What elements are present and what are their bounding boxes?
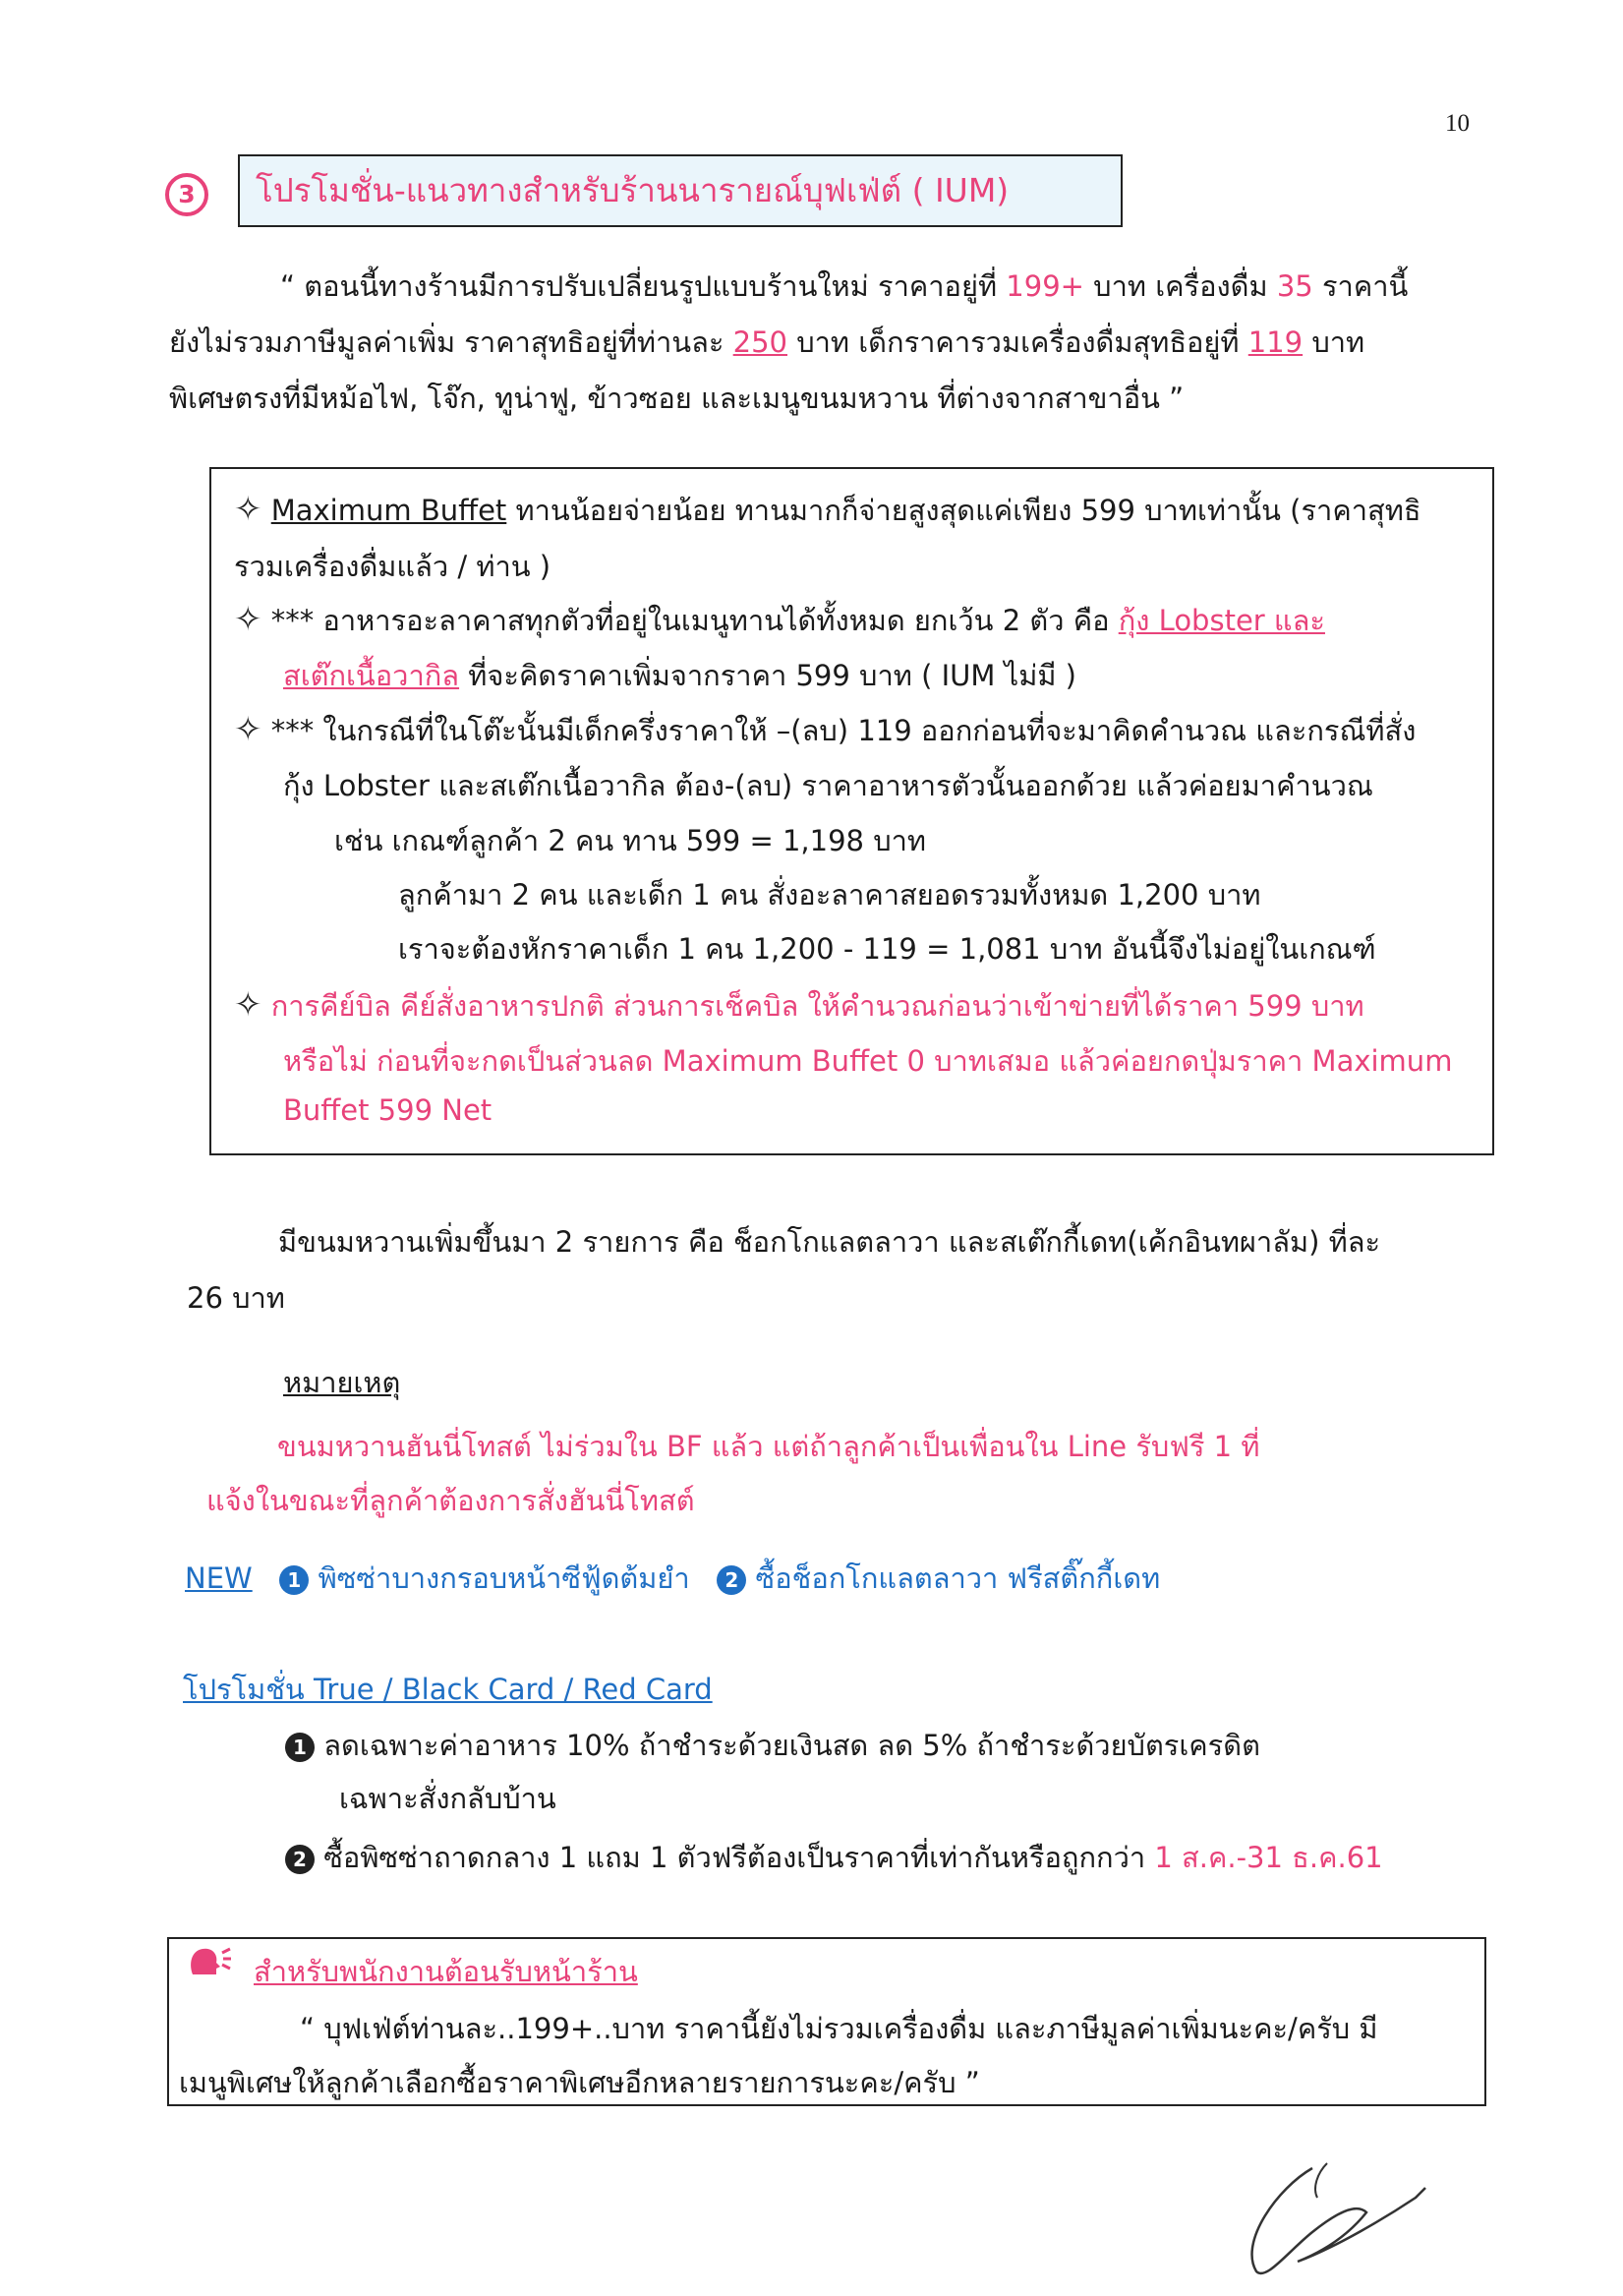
section-title: โปรโมชั่น-แนวทางสำหรับร้านนารายณ์บุฟเฟ่ต์ ( IUM): [238, 154, 1123, 227]
maximum-buffet-label: Maximum Buffet: [270, 494, 507, 527]
intro-text: ราคานี้: [1312, 269, 1409, 303]
rule-4: [234, 983, 1364, 1029]
dessert-line-1: มีขนมหวานเพิ่มขึ้นมา 2 รายการ คือ ช็อกโกแลตลาวา และสเต๊กกี้เดท(เค้กอินทผาลัม) ที่ละ: [278, 1225, 1381, 1259]
staff-title: สำหรับพนักงานต้อนรับหน้าร้าน: [254, 1955, 638, 1988]
example-3: เราจะต้องหักราคาเด็ก 1 คน 1,200 - 119 = 1,081 บาท อันนี้จึงไม่อยู่ในเกณฑ์: [398, 932, 1376, 966]
intro-line-3: พิเศษตรงที่มีหม้อไฟ, โจ๊ก, ทูน่าฟู, ข้าวซอย และเมนูขนมหวาน ที่ต่างจากสาขาอื่น ”: [169, 382, 1185, 415]
intro-text: บาท เด็กราคารวมเครื่องดื่มสุทธิอยู่ที่: [787, 325, 1248, 359]
intro-text: บาท เครื่องดื่ม: [1083, 269, 1277, 303]
number-1-icon: 1: [279, 1565, 309, 1595]
page-number: 10: [1445, 110, 1470, 137]
rule-text: ทานน้อยจ่ายน้อย ทานมากก็จ่ายสูงสุดแค่เพียง 599 บาทเท่านั้น (ราคาสุทธิ: [506, 494, 1421, 527]
intro-line-2: [169, 320, 1364, 365]
signature: [1219, 2144, 1445, 2285]
sparkle-icon: ✧: [234, 985, 262, 1025]
promo-date: 1 ส.ค.-31 ธ.ค.61: [1154, 1841, 1383, 1874]
number-1-icon: 1: [285, 1733, 315, 1762]
sparkle-icon: ✧: [234, 490, 262, 529]
rule-4-line-2: หรือไม่ ก่อนที่จะกดเป็นส่วนลด Maximum Buffet 0 บาทเสมอ แล้วค่อยกดปุ่มราคา Maximum: [283, 1044, 1453, 1078]
card-promo-title[interactable]: โปรโมชั่น True / Black Card / Red Card: [183, 1673, 713, 1706]
number-2-icon: 2: [717, 1565, 746, 1595]
new-label[interactable]: NEW: [185, 1561, 253, 1595]
sparkle-icon: ✧: [234, 600, 262, 639]
wagyu-link[interactable]: สเต๊กเนื้อวากิล: [283, 659, 460, 692]
rule-text: ที่จะคิดราคาเพิ่มจากราคา 599 บาท ( IUM ไม่มี ): [459, 659, 1076, 692]
intro-text: ยังไม่รวมภาษีมูลค่าเพิ่ม ราคาสุทธิอยู่ที่ท่านละ: [169, 325, 733, 359]
rule-3: [234, 708, 1416, 753]
staff-line-1: “ บุฟเฟ่ต์ท่านละ..199+..บาท ราคานี้ยังไม่รวมเครื่องดื่ม และภาษีมูลค่าเพิ่มนะคะ/ครับ มี: [300, 2012, 1378, 2045]
intro-line-1: [280, 264, 1408, 309]
speaking-head-icon: [187, 1945, 232, 1984]
sparkle-icon: ✧: [234, 710, 262, 749]
rule-text: การคีย์บิล คีย์สั่งอาหารปกติ ส่วนการเช็คบิล ให้คำนวณก่อนว่าเข้าข่ายที่ได้ราคา 599 บาท: [270, 989, 1364, 1023]
dessert-line-2: 26 บาท: [187, 1281, 285, 1315]
price-kid: 119: [1247, 325, 1304, 359]
rule-text: *** อาหารอะลาคาสทุกตัวที่อยู่ในเมนูทานได้ทั้งหมด ยกเว้น 2 ตัว คือ: [270, 604, 1119, 637]
card-promo-1-line-2: เฉพาะสั่งกลับบ้าน: [339, 1782, 556, 1815]
remark-line-1: ขนมหวานฮันนี่โทสต์ ไม่ร่วมใน BF แล้ว แต่ถ้าลูกค้าเป็นเพื่อนใน Line รับฟรี 1 ที่: [277, 1430, 1260, 1463]
remark-line-2: แจ้งในขณะที่ลูกค้าต้องการสั่งฮันนี่โทสต์: [206, 1484, 695, 1517]
number-2-icon: 2: [285, 1845, 315, 1874]
card-promo-2: [285, 1835, 1383, 1880]
price-buffet: 199+: [1006, 269, 1084, 303]
price-net: 250: [732, 325, 788, 359]
price-drink: 35: [1276, 269, 1313, 303]
rule-3-line-2: กุ้ง Lobster และสเต๊กเนื้อวากิล ต้อง-(ลบ) ราคาอาหารตัวนั้นออกด้วย แล้วค่อยมาคำนวณ: [283, 769, 1373, 802]
intro-text: “ ตอนนี้ทางร้านมีการปรับเปลี่ยนรูปแบบร้านใหม่ ราคาอยู่ที่: [280, 269, 1007, 303]
card-promo-1: [285, 1723, 1260, 1768]
new-item-1: พิซซ่าบางกรอบหน้าซีฟู้ดต้มยำ: [318, 1561, 690, 1595]
rule-1-line-2: รวมเครื่องดื่มแล้ว / ท่าน ): [234, 550, 551, 583]
example-2: ลูกค้ามา 2 คน และเด็ก 1 คน สั่งอะลาคาสยอดรวมทั้งหมด 1,200 บาท: [398, 878, 1261, 912]
lobster-link[interactable]: กุ้ง Lobster และ: [1118, 604, 1325, 637]
remark-title: หมายเหตุ: [283, 1366, 401, 1399]
rule-4-line-3: Buffet 599 Net: [283, 1093, 493, 1127]
new-items: [185, 1556, 1160, 1601]
example-1: เช่น เกณฑ์ลูกค้า 2 คน ทาน 599 = 1,198 บาท: [334, 824, 927, 857]
intro-text: บาท: [1303, 325, 1365, 359]
section-number-badge: 3: [165, 173, 208, 216]
promo-text: ลดเฉพาะค่าอาหาร 10% ถ้าชำระด้วยเงินสด ลด 5% ถ้าชำระด้วยบัตรเครดิต: [323, 1729, 1260, 1762]
promo-text: ซื้อพิซซ่าถาดกลาง 1 แถม 1 ตัวฟรีต้องเป็นราคาที่เท่ากันหรือถูกกว่า: [323, 1841, 1155, 1874]
rule-2: [234, 598, 1325, 643]
new-item-2: ซื้อช็อกโกแลตลาวา ฟรีสติ๊กกี้เดท: [755, 1561, 1161, 1595]
staff-line-2: เมนูพิเศษให้ลูกค้าเลือกซื้อราคาพิเศษอีกหลายรายการนะคะ/ครับ ”: [179, 2066, 980, 2099]
rule-1: [234, 488, 1421, 533]
rule-2-line-2: [283, 653, 1076, 698]
rule-text: *** ในกรณีที่ในโต๊ะนั้นมีเด็กครึ่งราคาให้ –(ลบ) 119 ออกก่อนที่จะมาคิดคำนวณ และกรณีที่สั่ง: [270, 714, 1417, 747]
